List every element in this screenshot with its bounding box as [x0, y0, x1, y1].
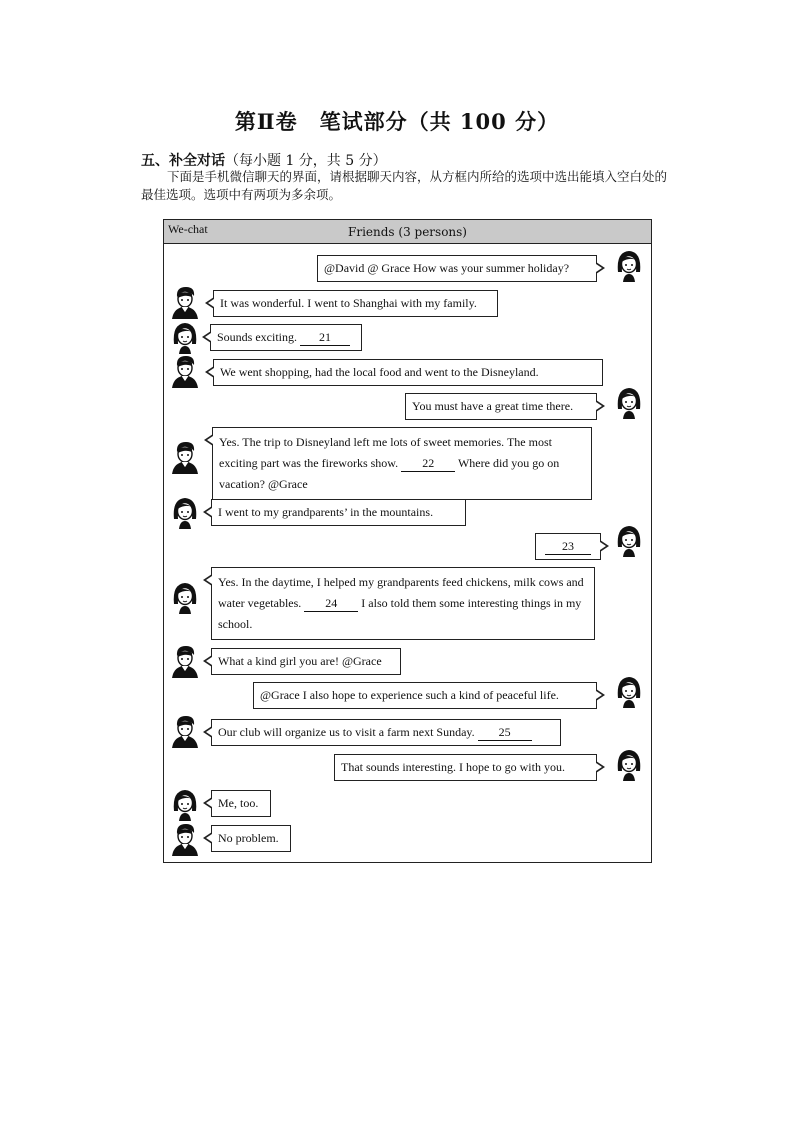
boy-avatar-icon [170, 714, 200, 748]
girl-avatar-icon [614, 674, 644, 708]
message-bubble [211, 719, 561, 746]
boy-avatar-icon [170, 440, 200, 474]
message-text: What a kind girl you are! @Grace [218, 654, 382, 668]
message-bubble [212, 427, 592, 500]
message-text-after: I also told them some interesting things in my school. [218, 596, 582, 631]
message-text: No problem. [218, 831, 279, 845]
message-bubble [211, 499, 466, 526]
answer-blank[interactable]: 21 [300, 329, 350, 346]
answer-blank[interactable]: 25 [478, 724, 532, 741]
girl-avatar-icon [170, 787, 200, 821]
message-bubble [334, 754, 597, 781]
app-name: We-chat [168, 222, 208, 236]
answer-blank[interactable]: 24 [304, 595, 358, 612]
boy-avatar-icon [170, 822, 200, 856]
message-text: It was wonderful. I went to Shanghai with my family. [220, 296, 477, 310]
message-text: Our club will organize us to visit a farm next Sunday. [218, 725, 475, 739]
boy-avatar-icon [170, 354, 200, 388]
answer-blank[interactable]: 22 [401, 455, 455, 472]
paper-title: 第Ⅱ卷 笔试部分（共 100 分） [234, 109, 560, 134]
message-text: We went shopping, had the local food and went to the Disneyland. [220, 365, 539, 379]
message-text: I went to my grandparents’ in the mountains. [218, 505, 434, 519]
message-bubble [213, 359, 603, 386]
message-text: You must have a great time there. [412, 399, 574, 413]
message-bubble [211, 790, 271, 817]
message-bubble [405, 393, 597, 420]
girl-avatar-icon [614, 523, 644, 557]
girl-avatar-icon [170, 580, 200, 614]
message-bubble [211, 567, 595, 640]
girl-avatar-icon [614, 385, 644, 419]
girl-avatar-icon [170, 320, 200, 354]
message-bubble [210, 324, 362, 351]
girl-avatar-icon [170, 495, 200, 529]
girl-avatar-icon [614, 747, 644, 781]
message-bubble [211, 648, 401, 675]
message-text: That sounds interesting. I hope to go with you. [341, 760, 565, 774]
message-text: Yes. The trip to Disneyland left me lots of sweet memories. The most exciting part was the fireworks show. [219, 435, 552, 470]
message-text: @Grace I also hope to experience such a kind of peaceful life. [260, 688, 559, 702]
girl-avatar-icon [614, 248, 644, 282]
boy-avatar-icon [170, 644, 200, 678]
section-score-note: （每小题 1 分，共 5 分） [225, 153, 387, 169]
message-bubble [211, 825, 291, 852]
message-text: Me, too. [218, 796, 259, 810]
section-label: 五、补全对话 [141, 153, 225, 169]
chat-header [164, 220, 651, 244]
answer-blank[interactable]: 23 [545, 538, 591, 555]
message-text: @David @ Grace How was your summer holiday? [324, 261, 570, 275]
instruction-text: 下面是手机微信聊天的界面，请根据聊天内容，从方框内所给的选项中选出能填入空白处的最佳选项。选项中有两项为多余项。 [141, 169, 668, 202]
message-bubble [317, 255, 597, 282]
group-name: Friends (3 persons) [348, 225, 467, 239]
message-text: Yes. In the daytime, I helped my grandparents feed chickens, milk cows and water vegetables. [218, 575, 584, 610]
chat-window [163, 219, 652, 863]
message-bubble [213, 290, 498, 317]
message-bubble [253, 682, 597, 709]
boy-avatar-icon [170, 285, 200, 319]
message-text: Sounds exciting. [217, 330, 297, 344]
section-heading [141, 150, 387, 170]
message-text-after: Where did you go on vacation? @Grace [219, 456, 560, 491]
message-bubble [535, 533, 601, 560]
